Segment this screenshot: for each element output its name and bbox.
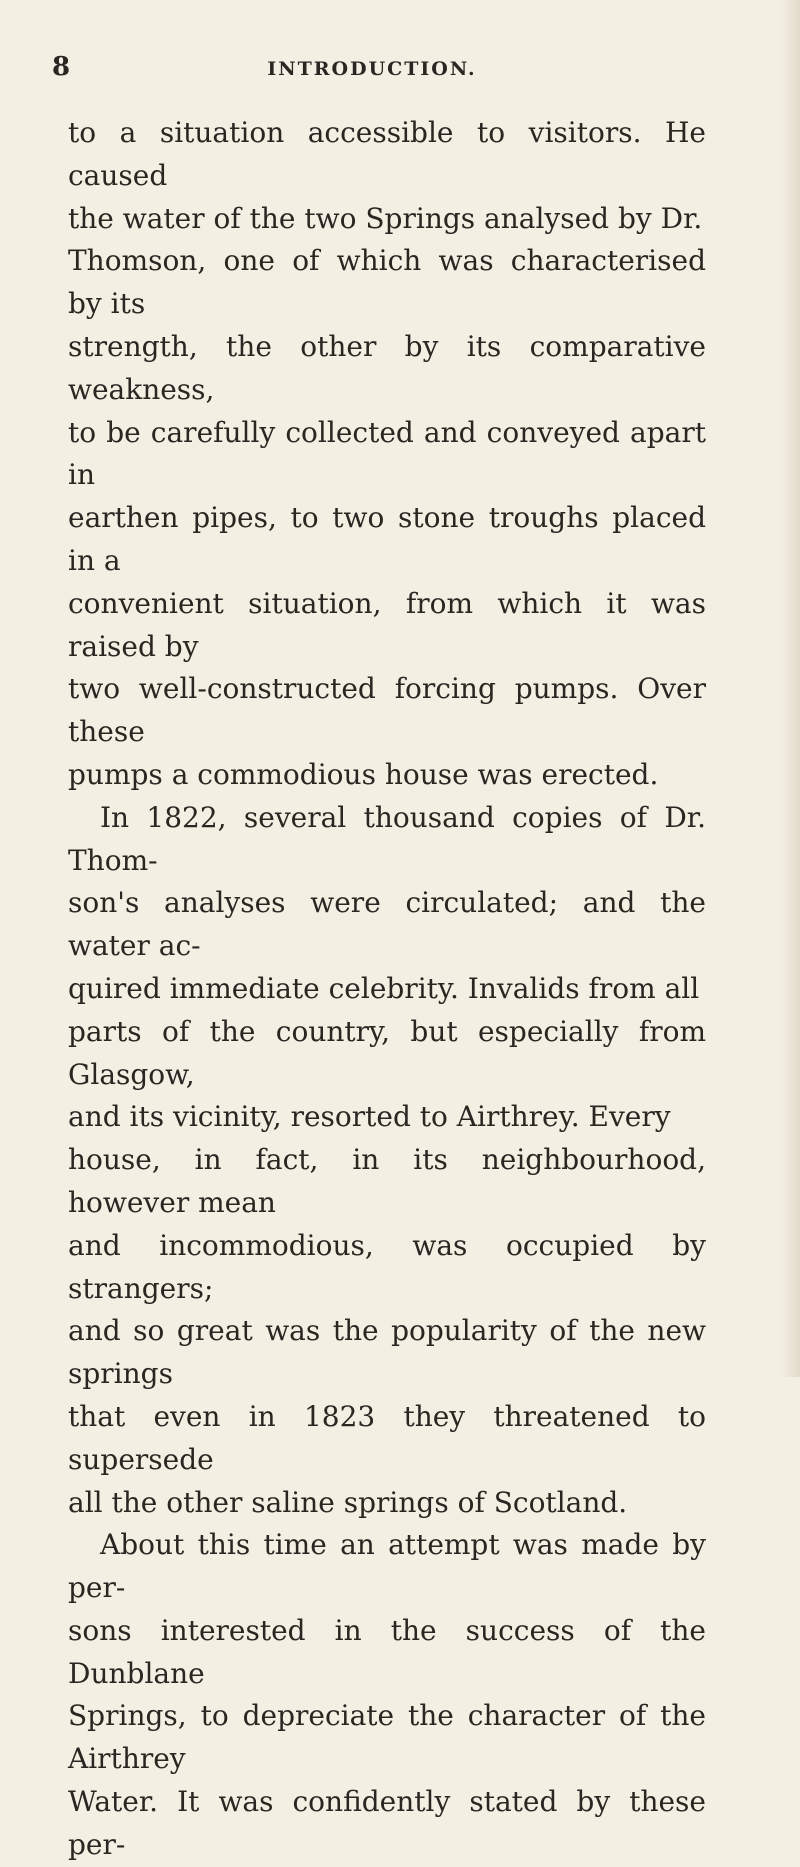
page-body xyxy=(68,112,706,1867)
running-head: INTRODUCTION. xyxy=(267,58,477,80)
paragraph: to a situation accessible to visitors. He caused the water of the two Springs analysed by Dr. Thomson, one of which was characterised by its strength, the other by its comparative weakness, to be carefully collected and conveyed apart in earthen pipes, to two stone troughs placed in a convenient situation, from which it was raised by two well-constructed forcing pumps. Over these pumps a commodious house was erected. xyxy=(68,116,706,791)
page-gutter-shadow xyxy=(782,0,800,1377)
paragraph: In 1822, several thousand copies of Dr. Thom- son's analyses were circulated; and the water ac- quired immediate celebrity. Invalids from all parts of the country, but especially from Glasgow, and its vicinity, resorted to Airthrey. Every house, in fact, in its neighbourhood, however mean and incommodious, was occupied by strangers; and so great was the popularity of the new springs that even in 1823 they threatened to supersede all the other saline springs of Scotland. xyxy=(68,800,706,1519)
page-header xyxy=(52,52,692,92)
page-number: 8 xyxy=(52,52,71,82)
paragraph: About this time an attempt was made by per- sons interested in the success of the Dunblane Springs, to depreciate the character of the Airthrey Water. It was confidently stated by these per- xyxy=(68,1528,706,1861)
